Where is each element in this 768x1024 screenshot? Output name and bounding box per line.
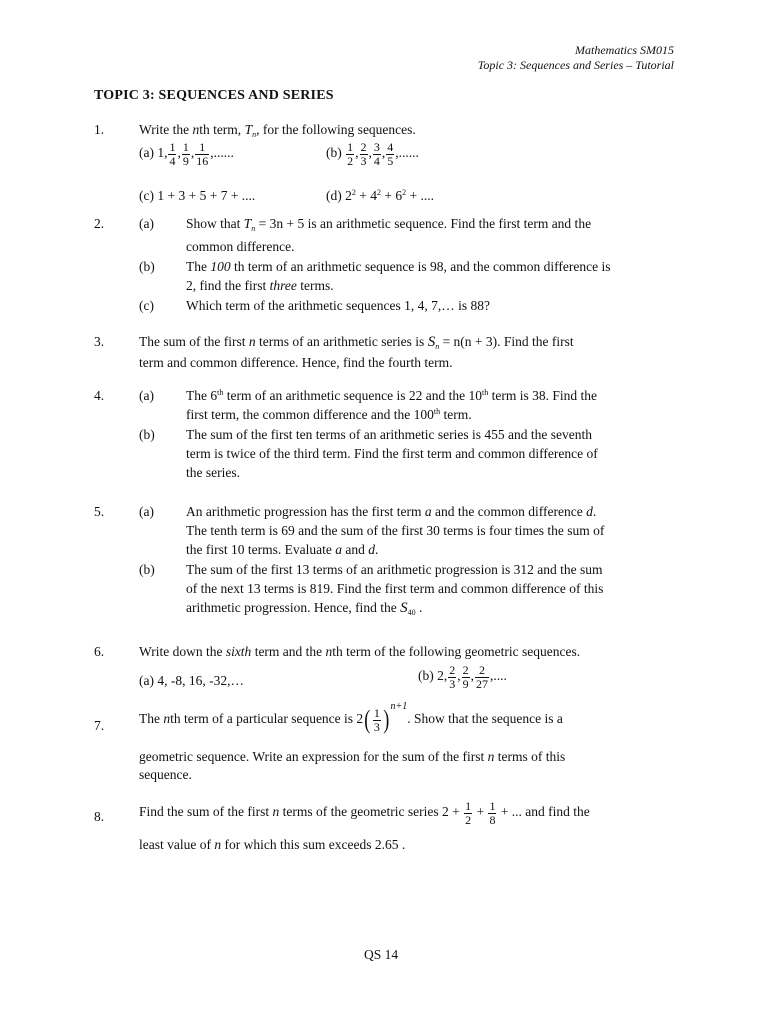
q4b-line3: the series. bbox=[186, 465, 240, 480]
q4-number: 4. bbox=[94, 388, 105, 403]
header-subtitle: Topic 3: Sequences and Series – Tutorial bbox=[477, 58, 674, 72]
q1-number: 1. bbox=[94, 122, 105, 137]
q4a-label: (a) bbox=[139, 388, 154, 403]
q2b-line1: The 100 th term of an arithmetic sequence is 98, and the common difference is bbox=[186, 259, 611, 274]
q8-fraction-1: $\frac{1}{2}$ bbox=[465, 799, 472, 827]
page-title: TOPIC 3: SEQUENCES AND SERIES bbox=[94, 88, 334, 103]
q6-part-b: (b) 2, $\frac{2}{3}$ , $\frac{2}{9}$ , $\frac{2}{27}$ ,.... bbox=[418, 663, 507, 691]
q5a-label: (a) bbox=[139, 504, 154, 519]
q1b-fraction: $\frac{2}{3}$ bbox=[360, 140, 367, 168]
q4b-line1: The sum of the first ten terms of an arithmetic series is 455 and the seventh bbox=[186, 427, 593, 442]
q5b-line1: The sum of the first 13 terms of an arithmetic progression is 312 and the sum bbox=[186, 562, 603, 577]
q6-prompt: Write down the sixth term and the nth term of the following geometric sequences. bbox=[139, 644, 581, 659]
left-paren-glyph: ( bbox=[364, 705, 371, 735]
q2a-line2: common difference. bbox=[186, 239, 295, 254]
page-number: QS 14 bbox=[364, 947, 399, 962]
q8-line1: Find the sum of the first n terms of the geometric series 2 + $\frac{1}{2}$ + $\frac{1}{8}$ + ... and find the bbox=[139, 799, 590, 827]
q8-line2: least value of n for which this sum exceeds 2.65 . bbox=[139, 837, 406, 852]
q8-number: 8. bbox=[94, 809, 105, 824]
q6-part-a: (a) 4, -8, 16, -32,… bbox=[139, 673, 244, 688]
q7-line2: geometric sequence. Write an expression for the sum of the first n terms of this bbox=[139, 749, 566, 764]
q4b-label: (b) bbox=[139, 427, 155, 442]
q8-fraction-2: $\frac{1}{8}$ bbox=[489, 799, 496, 827]
q7-number: 7. bbox=[94, 718, 105, 733]
q1b-fraction: $\frac{3}{4}$ bbox=[373, 140, 380, 168]
q7-fraction: $\frac{1}{3}$ bbox=[373, 706, 380, 734]
q2c-label: (c) bbox=[139, 298, 154, 313]
q5a-line3: the first 10 terms. Evaluate a and d. bbox=[186, 542, 379, 557]
q1b-fraction: $\frac{1}{2}$ bbox=[347, 140, 354, 168]
q4a-line2: first term, the common difference and the 100th term. bbox=[186, 407, 472, 422]
q2-number: 2. bbox=[94, 216, 105, 231]
q4b-line2: term is twice of the third term. Find the first term and common difference of bbox=[186, 446, 598, 461]
q7-line3: sequence. bbox=[139, 767, 192, 782]
q2a-line1: Show that $T_n = 3n + 5$ is an arithmetic sequence. Find the first term and the bbox=[186, 216, 592, 233]
q4a-line1: The 6th term of an arithmetic sequence is 22 and the 10th term is 38. Find the bbox=[186, 388, 598, 403]
q5b-line3: arithmetic progression. Hence, find the $S_{40}$ . bbox=[186, 600, 423, 617]
q1-part-c: (c) 1 + 3 + 5 + 7 + .... bbox=[139, 188, 256, 203]
q3-line2: term and common difference. Hence, find the fourth term. bbox=[139, 355, 453, 370]
q1a-fraction: $\frac{1}{4}$ bbox=[169, 140, 176, 168]
q6b-fraction: $\frac{2}{27}$ bbox=[476, 663, 488, 691]
q7-line1: The nth term of a particular sequence is 2( $\frac{1}{3}$ )$^{n+1}$. Show that the sequence is a bbox=[139, 701, 563, 735]
q1-part-b: (b) $\frac{1}{2}$ , $\frac{2}{3}$ , $\frac{3}{4}$ , $\frac{4}{5}$ ,...... bbox=[326, 140, 419, 168]
q1-part-a: (a) 1, $\frac{1}{4}$ , $\frac{1}{9}$ , $\frac{1}{16}$ ,...... bbox=[139, 140, 234, 168]
q6b-fraction: $\frac{2}{9}$ bbox=[462, 663, 469, 691]
q1b-fraction: $\frac{4}{5}$ bbox=[387, 140, 394, 168]
right-paren-glyph: ) bbox=[383, 705, 390, 735]
q2c-line: Which term of the arithmetic sequences 1, 4, 7,… is 88? bbox=[186, 298, 491, 313]
q1a-fraction: $\frac{1}{9}$ bbox=[182, 140, 189, 168]
q1-prompt: Write the nth term, $T_n$, for the following sequences. bbox=[139, 122, 416, 139]
q1-part-d: (d) $2^2 + 4^2 + 6^2$ + .... bbox=[326, 188, 434, 203]
q3-line1: The sum of the first n terms of an arithmetic series is $S_n = n(n + 3)$. Find the first bbox=[139, 334, 574, 351]
q1a-fraction: $\frac{1}{16}$ bbox=[196, 140, 209, 168]
course-code: Mathematics SM015 bbox=[575, 43, 674, 57]
q2a-label: (a) bbox=[139, 216, 154, 231]
q2b-label: (b) bbox=[139, 259, 155, 274]
q5b-line2: of the next 13 terms is 819. Find the first term and common difference of this bbox=[186, 581, 604, 596]
q5-number: 5. bbox=[94, 504, 105, 519]
q2b-line2: 2, find the first three terms. bbox=[186, 278, 334, 293]
q3-number: 3. bbox=[94, 334, 105, 349]
q5a-line1: An arithmetic progression has the first term a and the common difference d. bbox=[186, 504, 597, 519]
q6b-fraction: $\frac{2}{3}$ bbox=[449, 663, 456, 691]
q5a-line2: The tenth term is 69 and the sum of the first 30 terms is four times the sum of bbox=[186, 523, 605, 538]
q5b-label: (b) bbox=[139, 562, 155, 577]
q6-number: 6. bbox=[94, 644, 105, 659]
